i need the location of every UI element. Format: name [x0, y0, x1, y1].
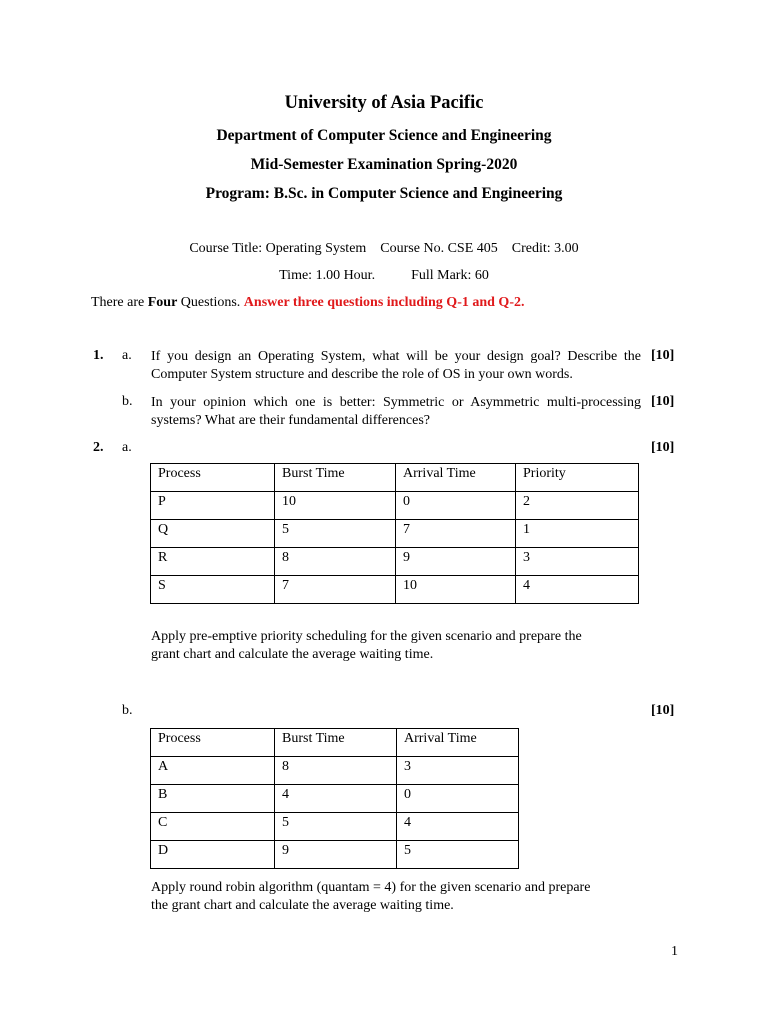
table-header-row	[151, 464, 639, 492]
table-cell: 7	[275, 576, 396, 604]
table-cell: D	[151, 841, 275, 869]
table-cell: 0	[396, 492, 516, 520]
table-cell: 5	[275, 813, 397, 841]
table-cell: B	[151, 785, 275, 813]
q2b-label: b.	[122, 703, 133, 718]
university-title: University of Asia Pacific	[284, 93, 484, 113]
table-cell: 5	[275, 520, 396, 548]
department-title: Department of Computer Science and Engineering	[216, 127, 552, 144]
table-cell: A	[151, 757, 275, 785]
q2b-marks: [10]	[651, 703, 675, 718]
q2b-text-line2: the grant chart and calculate the average waiting time.	[151, 898, 454, 913]
question-count: Four	[147, 295, 178, 310]
q1b-marks: [10]	[651, 394, 675, 409]
q2b-text-line1: Apply round robin algorithm (quantam = 4) for the given scenario and prepare	[151, 880, 591, 895]
table-row	[151, 785, 519, 813]
table-cell: 3	[397, 757, 519, 785]
full-mark: Full Mark: 60	[411, 268, 489, 283]
table-cell: 10	[396, 576, 516, 604]
instruction-note: Answer three questions including Q-1 and Q-2.	[243, 295, 525, 310]
table-cell: 8	[275, 757, 397, 785]
process-table-a	[150, 463, 639, 604]
page-number: 1	[671, 944, 678, 959]
q2-number: 2.	[93, 440, 104, 455]
table-header-cell: Burst Time	[275, 729, 397, 757]
course-credit: Credit: 3.00	[511, 241, 579, 256]
table-header-cell: Priority	[516, 464, 639, 492]
table-header-cell: Burst Time	[275, 464, 396, 492]
q2a-marks: [10]	[651, 440, 675, 455]
q1-number: 1.	[93, 348, 104, 363]
course-info-line	[0, 241, 768, 257]
q1b-text: In your opinion which one is better: Symmetric or Asymmetric multi-processing systems? What are their fundamental differences?	[151, 395, 641, 428]
table-cell: 9	[396, 548, 516, 576]
exam-time: Time: 1.00 Hour.	[279, 268, 376, 283]
table-cell: 9	[275, 841, 397, 869]
table-cell: Q	[151, 520, 275, 548]
table-row	[151, 520, 639, 548]
table-cell: S	[151, 576, 275, 604]
program-title: Program: B.Sc. in Computer Science and Engineering	[205, 185, 563, 202]
q1a-label: a.	[122, 348, 132, 363]
q1a-marks: [10]	[651, 348, 675, 363]
table-cell: 1	[516, 520, 639, 548]
table-cell: 3	[516, 548, 639, 576]
table-cell: 8	[275, 548, 396, 576]
process-table-b	[150, 728, 519, 869]
table-row	[151, 757, 519, 785]
table-cell: 0	[397, 785, 519, 813]
table-cell: 2	[516, 492, 639, 520]
table-cell: P	[151, 492, 275, 520]
table-cell: 5	[397, 841, 519, 869]
table-row	[151, 576, 639, 604]
q1a-text: If you design an Operating System, what will be your design goal? Describe the Computer System structure and describe the role of OS in your own words.	[151, 349, 641, 382]
table-header-cell: Arrival Time	[397, 729, 519, 757]
table-header-row	[151, 729, 519, 757]
table-cell: 4	[516, 576, 639, 604]
exam-info-line	[0, 268, 768, 284]
course-title: Course Title: Operating System	[189, 241, 367, 256]
table-row	[151, 492, 639, 520]
table-row	[151, 813, 519, 841]
table-cell: 4	[275, 785, 397, 813]
table-header-cell: Process	[151, 464, 275, 492]
exam-title: Mid-Semester Examination Spring-2020	[250, 156, 518, 173]
table-cell: 7	[396, 520, 516, 548]
table-cell: 10	[275, 492, 396, 520]
q2a-label: a.	[122, 440, 132, 455]
table-header-cell: Process	[151, 729, 275, 757]
q2a-text-line2: grant chart and calculate the average waiting time.	[151, 647, 434, 662]
table-header-cell: Arrival Time	[396, 464, 516, 492]
q1b-label: b.	[122, 394, 133, 409]
course-number: Course No. CSE 405	[380, 241, 498, 256]
table-row	[151, 841, 519, 869]
instructions: There are Four Questions. Answer three questions including Q-1 and Q-2.	[91, 295, 525, 310]
q2a-text-line1: Apply pre-emptive priority scheduling for the given scenario and prepare the	[151, 629, 582, 644]
table-cell: 4	[397, 813, 519, 841]
table-row	[151, 548, 639, 576]
table-cell: R	[151, 548, 275, 576]
table-cell: C	[151, 813, 275, 841]
